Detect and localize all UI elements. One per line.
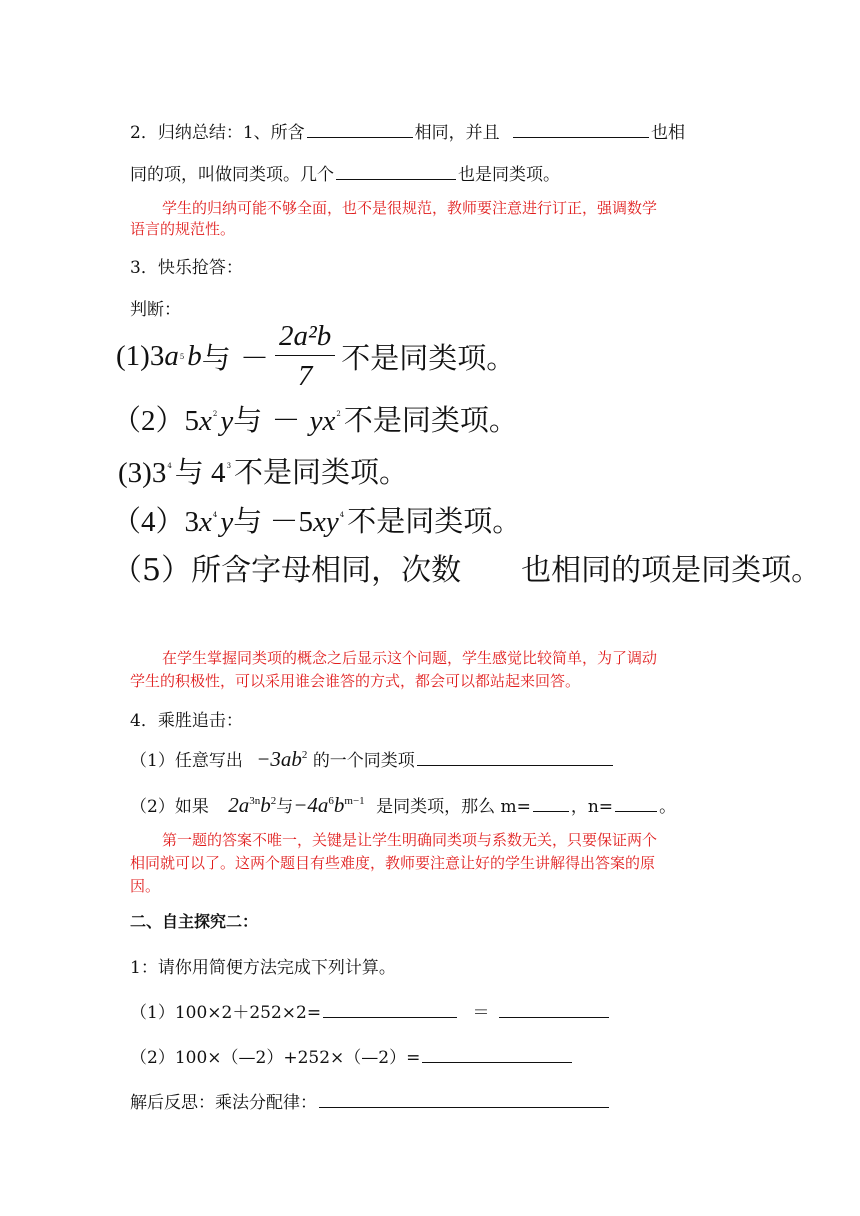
exponent: 2	[301, 749, 308, 761]
judgement-1-mid: 与 －	[201, 341, 270, 375]
answer-blank[interactable]	[513, 120, 649, 138]
with-label: 与	[276, 797, 294, 817]
var-x: x	[199, 405, 212, 437]
section-heading: 二、自主探究二：	[130, 912, 259, 931]
answer-blank[interactable]	[533, 794, 569, 812]
judgement-1	[116, 320, 515, 393]
exponent: 2	[212, 410, 218, 418]
judgement-1-label: (1)3	[116, 340, 165, 372]
q4-item2-mid: 是同类项，那么 m=	[376, 797, 531, 817]
judgement-1-tail: 不是同类项。	[341, 341, 516, 375]
answer-blank[interactable]	[422, 1045, 572, 1063]
judgement-2	[112, 398, 518, 439]
reflection-label: 解后反思：乘法分配律：	[130, 1093, 317, 1113]
answer-blank[interactable]	[499, 1000, 609, 1018]
term: yx	[309, 405, 336, 437]
calc-item1	[130, 998, 611, 1023]
q2-line1	[130, 118, 685, 143]
judgement-4	[112, 499, 521, 540]
expression: b	[333, 793, 345, 817]
teacher-note-line: 语言的规范性。	[130, 220, 236, 238]
q4-item2-n: ，n=	[570, 797, 614, 817]
q4-item1-suffix: 的一个同类项	[312, 751, 415, 771]
answer-blank[interactable]	[336, 162, 456, 180]
var-y: y	[220, 405, 234, 437]
fraction-numerator: 2a²b	[275, 320, 335, 356]
q2-line2	[130, 160, 560, 185]
judgement-3	[118, 450, 408, 491]
exponent: 4	[167, 462, 172, 470]
exponent: 4	[339, 511, 345, 519]
q4-title: 4．乘胜追击：	[130, 711, 243, 731]
judgement-5: （5）所含字母相同，次数 也相同的项是同类项。	[112, 553, 822, 588]
judge-label: 判断：	[130, 300, 181, 320]
exponent: 3n	[249, 795, 261, 807]
exponent: 5	[179, 352, 185, 361]
exponent: 2	[336, 410, 341, 418]
teacher-note-line: 学生的归纳可能不够全面，也不是很规范，教师要注意进行订正，强调数学	[162, 199, 658, 217]
q3-title: 3．快乐抢答：	[130, 258, 243, 278]
var-a: a	[164, 340, 179, 372]
q4-item2-prefix: （2）如果	[130, 797, 209, 817]
calc-intro: 1：请你用简便方法完成下列计算。	[130, 958, 396, 978]
expression: −3ab	[256, 747, 302, 771]
exponent: m−1	[344, 795, 365, 807]
q4-item2	[130, 792, 676, 818]
teacher-note-line: 因。	[130, 877, 161, 895]
q2-line1-suffix: 也相	[651, 123, 686, 143]
var-b: b	[187, 340, 202, 372]
q4-item1-prefix: （1）任意写出	[130, 751, 243, 771]
teacher-note-line: 在学生掌握同类项的概念之后显示这个问题，学生感觉比较简单，为了调动	[162, 649, 658, 667]
calc-item1-text: （1）100×2＋252×2=	[130, 1003, 322, 1023]
q4-item1	[130, 746, 615, 772]
exponent: 4	[212, 511, 218, 519]
answer-blank[interactable]	[323, 1000, 457, 1018]
judgement-3-label: (3)3	[118, 457, 167, 489]
exponent: 3	[226, 462, 232, 470]
judgement-2-label: （2）5	[112, 405, 200, 437]
q2-line1-prefix: 2．归纳总结：1、所含	[130, 123, 305, 143]
equals-sign: ＝	[472, 1003, 490, 1023]
expression: −4a	[293, 793, 329, 817]
var-y: y	[220, 506, 234, 538]
fraction	[275, 320, 335, 393]
answer-blank[interactable]	[417, 748, 613, 766]
expression: 2a	[228, 793, 250, 817]
judgement-2-tail: 不是同类项。	[343, 403, 518, 437]
judgement-3-mid: 与 4	[174, 457, 226, 489]
answer-blank[interactable]	[319, 1090, 609, 1108]
exponent: 2	[270, 795, 277, 807]
calc-item2-text: （2）100×（—2）+252×（—2）=	[130, 1048, 421, 1068]
exponent: 6	[328, 795, 334, 807]
q2-line1-mid: 相同，并且	[414, 123, 500, 143]
var-x: x	[199, 506, 212, 538]
fraction-denominator: 7	[297, 360, 313, 392]
q4-item2-end: 。	[659, 797, 677, 817]
judgement-4-mid: 与 －5	[233, 506, 313, 538]
answer-blank[interactable]	[307, 120, 413, 138]
reflection-line	[130, 1088, 611, 1113]
teacher-note-line: 第一题的答案不唯一，关键是让学生明确同类项与系数无关，只要保证两个	[162, 831, 658, 849]
teacher-note-line: 学生的积极性，可以采用谁会谁答的方式，都会可以都站起来回答。	[130, 672, 581, 690]
judgement-4-tail: 不是同类项。	[347, 504, 522, 538]
answer-blank[interactable]	[615, 794, 657, 812]
judgement-2-mid: 与 －	[233, 403, 301, 437]
judgement-4-label: （4）3	[112, 506, 200, 538]
teacher-note-line: 相同就可以了。这两个题目有些难度，教师要注意让好的学生讲解得出答案的原	[130, 854, 656, 872]
judgement-3-tail: 不是同类项。	[234, 455, 409, 489]
expression: b	[260, 793, 271, 817]
term: xy	[313, 506, 339, 538]
q2-line2-prefix: 同的项，叫做同类项。几个	[130, 165, 334, 185]
q2-line2-suffix: 也是同类项。	[458, 165, 560, 185]
calc-item2	[130, 1043, 574, 1068]
